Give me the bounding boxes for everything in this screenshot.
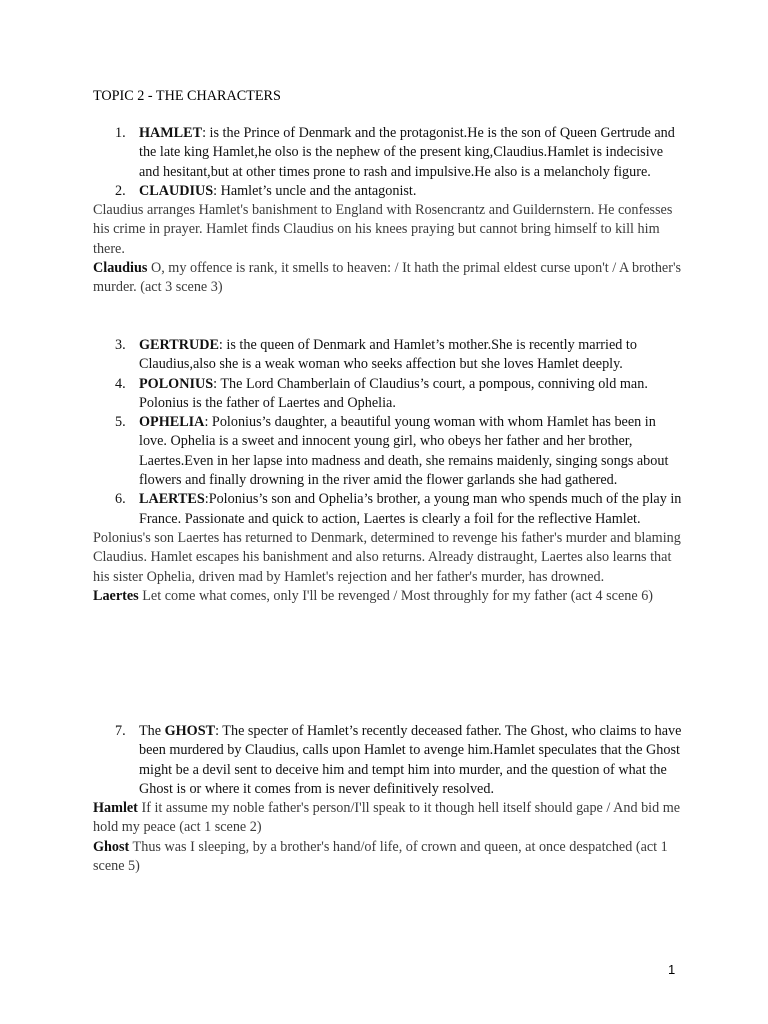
quote-text: Thus was I sleeping, by a brother's hand/of life, of crown and queen, at once despatched (act 1 scene 5)	[93, 838, 668, 875]
quote-text: Let come what comes, only I'll be revenged / Most throughly for my father (act 4 scene 6)	[138, 587, 654, 604]
laertes-quote	[93, 587, 683, 606]
character-name: CLAUDIUS	[139, 182, 214, 199]
list-item-polonius: 4. POLONIUS: The Lord Chamberlain of Claudius’s court, a pompous, conniving old man. Polonius is the father of Laertes and Ophelia.	[115, 375, 648, 411]
laertes-note: Polonius's son Laertes has returned to Denmark, determined to revenge his father's murder and blaming Claudius. Hamlet escapes his banishment and also returns. Already distraught, Laertes also learns that his sister Ophelia, driven mad by Hamlet's rejection and her father's murder, has drowned.	[93, 529, 681, 585]
quote-speaker: Hamlet	[93, 800, 138, 817]
claudius-note: Claudius arranges Hamlet's banishment to England with Rosencrantz and Guildernstern. He confesses his crime in prayer. Hamlet finds Claudius on his knees praying but cannot bring himself to kill him there.	[93, 202, 673, 257]
section-gertrude-laertes	[93, 336, 683, 606]
section-hamlet-claudius	[93, 124, 683, 298]
character-name: OPHELIA	[139, 414, 205, 431]
hamlet-quote	[93, 799, 683, 838]
list-item-claudius: 2. CLAUDIUS: Hamlet’s uncle and the antagonist.	[115, 182, 417, 199]
quote-text: O, my offence is rank, it smells to heaven: / It hath the primal eldest curse upon't / A brother's murder. (act 3 scene 3)	[93, 260, 682, 296]
claudius-quote	[93, 259, 683, 298]
character-name: GERTRUDE	[139, 337, 219, 353]
character-name: POLONIUS	[139, 375, 214, 392]
quote-speaker: Claudius	[93, 260, 148, 277]
quote-speaker: Ghost	[93, 838, 130, 855]
list-item-ophelia: 5. OPHELIA: Polonius’s daughter, a beautiful young woman with whom Hamlet has been in love. Ophelia is a sweet and innocent young girl, who obeys her father and her brother, Laertes.Even in her lapse into madness and death, she remains maidenly, singing songs about flowers and finally drowning in the river amid the flower garlands she had gathered.	[115, 414, 669, 489]
list-item-hamlet: 1. HAMLET: is the Prince of Denmark and the protagonist.He is the son of Queen Gertrude and the late king Hamlet,he olso is the nephew of the present king,Claudius.Hamlet is indecisive and hesitant,but at other times prone to rash and impulsive.He also is a melancholy figure.	[115, 125, 675, 180]
character-description: : is the Prince of Denmark and the protagonist.He is the son of Queen Gertrude and the late king Hamlet,he olso is the nephew of the present king,Claudius.Hamlet is indecisive and hesitant,but at other times prone to rash and impulsive.He also is a melancholy figure.	[139, 125, 675, 180]
character-description: : Hamlet’s uncle and the antagonist.	[213, 182, 417, 199]
page-title: TOPIC 2 - THE CHARACTERS	[93, 88, 281, 104]
character-description: :Polonius’s son and Ophelia’s brother, a young man who spends much of the play in France. Passionate and quick to action, Laertes is clearly a foil for the reflective Hamlet.	[139, 491, 682, 527]
character-description: : Polonius’s daughter, a beautiful young woman with whom Hamlet has been in love. Ophelia is a sweet and innocent young girl, who obeys her father and her brother, Laertes.Even in her lapse into madness and death, she remains maidenly, singing songs about flowers and finally drowning in the river amid the flower garlands she had gathered.	[139, 414, 669, 489]
character-description: : The Lord Chamberlain of Claudius’s court, a pompous, conniving old man. Polonius is the father of Laertes and Ophelia.	[139, 375, 648, 411]
page-number: 1	[668, 962, 676, 977]
character-description: : is the queen of Denmark and Hamlet’s mother.She is recently married to Claudius,also she is a weak woman who seeks affection but she loves Hamlet deeply.	[139, 337, 637, 373]
character-name: HAMLET	[139, 125, 203, 141]
section-ghost	[93, 722, 683, 876]
quote-text: If it assume my noble father's person/I'll speak to it though hell itself should gape / And bid me hold my peace (act 1 scene 2)	[93, 800, 681, 836]
list-item-ghost: 7. The GHOST: The specter of Hamlet’s recently deceased father. The Ghost, who claims to have been murdered by Claudius, calls upon Hamlet to avenge him.Hamlet speculates that the Ghost might be a devil sent to deceive him and tempt him into murder, and the question of what the Ghost is or where it comes from is never definitively resolved.	[115, 723, 682, 797]
character-name: GHOST	[164, 723, 216, 739]
quote-speaker: Laertes	[93, 587, 139, 604]
list-item-laertes: 6. LAERTES:Polonius’s son and Ophelia’s brother, a young man who spends much of the play in France. Passionate and quick to action, Laertes is clearly a foil for the reflective Hamlet.	[115, 491, 682, 527]
list-item-gertrude: 3. GERTRUDE: is the queen of Denmark and Hamlet’s mother.She is recently married to Claudius,also she is a weak woman who seeks affection but she loves Hamlet deeply.	[115, 337, 637, 373]
ghost-quote	[93, 838, 683, 877]
character-description: : The specter of Hamlet’s recently deceased father. The Ghost, who claims to have been murdered by Claudius, calls upon Hamlet to avenge him.Hamlet speculates that the Ghost might be a devil sent to deceive him and tempt him into murder, and the question of what the Ghost is or where it comes from is never definitively resolved.	[139, 723, 682, 797]
character-name: LAERTES	[139, 491, 205, 508]
